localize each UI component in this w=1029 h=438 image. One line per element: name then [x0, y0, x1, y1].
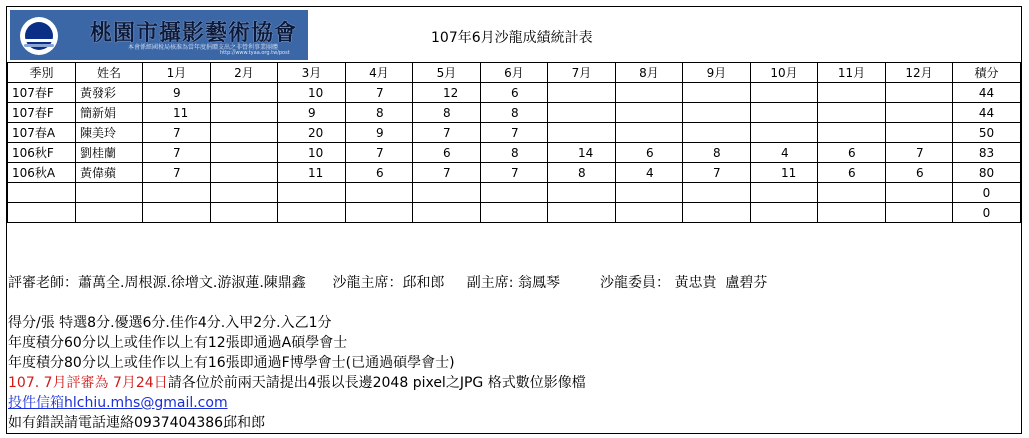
score-cell	[818, 123, 886, 143]
chair-text: 沙龍主席：邱和郎	[332, 275, 445, 291]
score-cell: 6	[481, 83, 548, 103]
column-header: 3月	[278, 63, 346, 83]
season-cell: 107春F	[8, 103, 76, 123]
score-cell: 9	[278, 103, 346, 123]
total-cell: 44	[953, 103, 1021, 123]
name-cell: 黃偉蘋	[76, 163, 143, 183]
score-cell: 20	[278, 123, 346, 143]
score-cell	[751, 183, 818, 203]
score-cell	[211, 163, 278, 183]
association-logo-banner	[10, 10, 308, 60]
season-cell	[8, 183, 76, 203]
season-cell: 107春F	[8, 83, 76, 103]
score-cell	[818, 103, 886, 123]
score-cell: 7	[143, 143, 211, 163]
score-cell: 8	[413, 103, 481, 123]
score-cell	[143, 183, 211, 203]
column-header: 2月	[211, 63, 278, 83]
column-header: 6月	[481, 63, 548, 83]
score-cell: 8	[346, 103, 413, 123]
score-cell: 6	[346, 163, 413, 183]
total-cell: 44	[953, 83, 1021, 103]
column-header: 10月	[751, 63, 818, 83]
table-row	[8, 83, 1021, 103]
column-header: 7月	[548, 63, 616, 83]
score-cell	[616, 203, 683, 223]
scoring-rule: 得分/張 特選8分.優選6分.佳作4分.入甲2分.入乙1分	[8, 315, 332, 331]
score-cell: 6	[413, 143, 481, 163]
score-cell: 6	[616, 143, 683, 163]
score-cell	[751, 123, 818, 143]
score-cell	[886, 83, 953, 103]
score-cell	[616, 103, 683, 123]
staff-line	[8, 273, 767, 293]
score-cell: 7	[413, 163, 481, 183]
notice-text: 請各位於前兩天請提出4張以長邊2048 pixel之JPG 格式數位影像檔	[167, 375, 586, 391]
column-header: 積分	[953, 63, 1021, 83]
score-cell	[413, 183, 481, 203]
score-cell: 4	[616, 163, 683, 183]
score-cell: 7	[143, 163, 211, 183]
score-cell: 12	[413, 83, 481, 103]
score-cell: 7	[413, 123, 481, 143]
column-header: 4月	[346, 63, 413, 83]
score-cell: 9	[346, 123, 413, 143]
score-sheet	[6, 6, 1022, 434]
table-header-row	[8, 63, 1021, 83]
score-table	[7, 62, 1021, 223]
total-cell: 80	[953, 163, 1021, 183]
name-cell: 陳美玲	[76, 123, 143, 143]
score-cell	[683, 103, 751, 123]
score-cell	[211, 203, 278, 223]
name-cell: 黃發彩	[76, 83, 143, 103]
score-cell	[346, 183, 413, 203]
email-link[interactable]: hlchiu.mhs@gmail.com	[64, 395, 228, 411]
score-cell	[548, 203, 616, 223]
column-header: 11月	[818, 63, 886, 83]
score-cell	[616, 183, 683, 203]
judges-text: 評審老師：蕭萬全.周根源.徐增文.游淑蓮.陳鼎鑫	[8, 275, 306, 291]
score-cell	[143, 203, 211, 223]
column-header: 季別	[8, 63, 76, 83]
rule-a: 年度積分60分以上或佳作以上有12張即通過A碩學會士	[8, 335, 348, 351]
column-header: 5月	[413, 63, 481, 83]
score-cell: 14	[548, 143, 616, 163]
table-row	[8, 183, 1021, 203]
contact-line: 如有錯誤請電話連絡0937404386邱和郎	[8, 415, 266, 431]
score-cell	[211, 183, 278, 203]
season-cell: 107春A	[8, 123, 76, 143]
score-cell: 7	[683, 163, 751, 183]
score-cell	[818, 203, 886, 223]
score-cell	[818, 183, 886, 203]
score-cell	[751, 103, 818, 123]
score-cell	[886, 103, 953, 123]
column-header: 12月	[886, 63, 953, 83]
score-cell: 11	[278, 163, 346, 183]
column-header: 1月	[143, 63, 211, 83]
table-row	[8, 143, 1021, 163]
score-cell	[481, 203, 548, 223]
score-cell: 7	[481, 123, 548, 143]
committee-text: 沙龍委員： 黃忠貴 盧碧芬	[600, 275, 768, 291]
score-cell: 11	[751, 163, 818, 183]
score-cell: 7	[346, 143, 413, 163]
total-cell: 0	[953, 183, 1021, 203]
score-cell: 6	[886, 163, 953, 183]
email-line	[8, 393, 767, 413]
score-cell: 9	[143, 83, 211, 103]
score-cell	[548, 183, 616, 203]
score-cell	[683, 83, 751, 103]
logo-subtitle: 本會係經國稅局核准為當年度捐贈支出之非營利事業團體	[128, 44, 279, 51]
notice-line	[8, 373, 767, 393]
score-cell: 8	[481, 103, 548, 123]
score-cell	[683, 203, 751, 223]
score-cell: 10	[278, 143, 346, 163]
score-cell	[211, 83, 278, 103]
table-row	[8, 123, 1021, 143]
score-cell	[548, 83, 616, 103]
column-header: 9月	[683, 63, 751, 83]
email-label: 投件信箱	[8, 395, 64, 411]
score-cell: 8	[683, 143, 751, 163]
score-cell: 10	[278, 83, 346, 103]
score-cell: 7	[886, 143, 953, 163]
score-cell	[886, 123, 953, 143]
name-cell: 劉桂蘭	[76, 143, 143, 163]
season-cell: 106秋A	[8, 163, 76, 183]
total-cell: 0	[953, 203, 1021, 223]
score-cell	[751, 83, 818, 103]
score-cell	[886, 203, 953, 223]
table-row	[8, 103, 1021, 123]
score-cell: 6	[818, 163, 886, 183]
notes-section	[8, 261, 767, 433]
score-cell	[616, 83, 683, 103]
score-cell: 7	[481, 163, 548, 183]
logo-url: http://www.tyaa.org.tw/post	[220, 50, 290, 56]
table-row	[8, 203, 1021, 223]
rule-f: 年度積分80分以上或佳作以上有16張即通過F博學會士(已通過碩學會士)	[8, 355, 455, 371]
score-cell	[548, 123, 616, 143]
score-cell	[346, 203, 413, 223]
score-cell	[683, 123, 751, 143]
total-cell: 50	[953, 123, 1021, 143]
score-cell: 7	[346, 83, 413, 103]
score-cell	[211, 143, 278, 163]
total-cell: 83	[953, 143, 1021, 163]
page-title: 107年6月沙龍成績統計表	[431, 30, 593, 46]
score-cell	[211, 123, 278, 143]
score-cell	[278, 203, 346, 223]
notice-date: 107. 7月評審為 7月24日	[8, 375, 168, 391]
season-cell: 106秋F	[8, 143, 76, 163]
name-cell	[76, 203, 143, 223]
score-cell: 4	[751, 143, 818, 163]
column-header: 姓名	[76, 63, 143, 83]
score-cell	[751, 203, 818, 223]
score-cell	[616, 123, 683, 143]
score-cell	[548, 103, 616, 123]
score-cell	[413, 203, 481, 223]
logo-title: 桃園市攝影藝術協會	[90, 21, 298, 46]
vice-chair-text: 副主席: 翁鳳琴	[466, 275, 560, 291]
association-emblem-icon	[20, 17, 58, 55]
score-cell: 11	[143, 103, 211, 123]
name-cell: 簡新娟	[76, 103, 143, 123]
name-cell	[76, 183, 143, 203]
score-cell	[211, 103, 278, 123]
score-cell: 6	[818, 143, 886, 163]
score-cell	[481, 183, 548, 203]
score-cell	[818, 83, 886, 103]
score-cell	[278, 183, 346, 203]
score-cell: 8	[481, 143, 548, 163]
score-cell	[683, 183, 751, 203]
table-row	[8, 163, 1021, 183]
column-header: 8月	[616, 63, 683, 83]
season-cell	[8, 203, 76, 223]
score-cell	[886, 183, 953, 203]
score-cell: 7	[143, 123, 211, 143]
score-cell: 8	[548, 163, 616, 183]
